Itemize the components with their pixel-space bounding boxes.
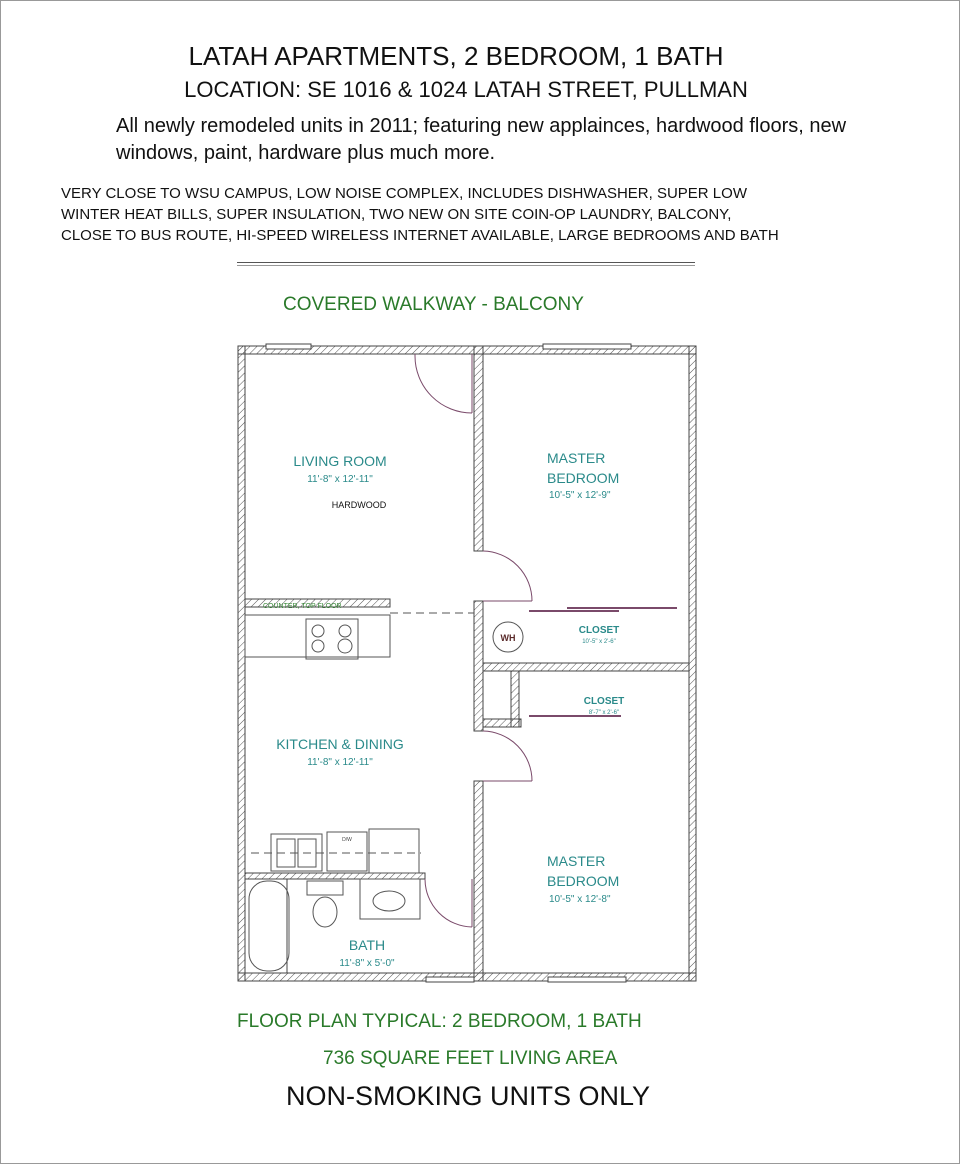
location: LOCATION: SE 1016 & 1024 LATAH STREET, PULLMAN [184,77,748,102]
bath-size: 11'-8" x 5'-0" [339,958,395,969]
page-title: LATAH APARTMENTS, 2 BEDROOM, 1 BATH [188,41,724,71]
floor-plan-typical: FLOOR PLAN TYPICAL: 2 BEDROOM, 1 BATH [237,1011,642,1032]
master-bedroom-2-size: 10'-5" x 12'-8" [549,894,611,905]
master-bedroom-1-label: BEDROOM [547,470,620,486]
master-bedroom-1-label: MASTER [547,450,606,466]
kitchen-size: 11'-8" x 12'-11" [307,757,373,768]
floor-type-label: HARDWOOD [331,500,387,510]
living-room-label: LIVING ROOM [293,453,387,469]
features-line: VERY CLOSE TO WSU CAMPUS, LOW NOISE COMPLEX, INCLUDES DISHWASHER, SUPER LOW [61,185,747,202]
living-room-size: 11'-8" x 12'-11" [307,474,373,485]
master-bedroom-1-size: 10'-5" x 12'-9" [549,490,611,501]
kitchen-label: KITCHEN & DINING [276,736,404,752]
walkway-label: COVERED WALKWAY - BALCONY [283,294,584,315]
dishwasher-label: D/W [342,837,352,843]
features-line: WINTER HEAT BILLS, SUPER INSULATION, TWO NEW ON SITE COIN-OP LAUNDRY, BALCONY, [61,206,732,223]
counter-label: COUNTER, TOP FLOOR [263,603,342,610]
closet-1-label: CLOSET [578,625,620,636]
master-bedroom-2-label: MASTER [547,853,606,869]
floor-plan [1,1,959,1163]
features-line: CLOSE TO BUS ROUTE, HI-SPEED WIRELESS INTERNET AVAILABLE, LARGE BEDROOMS AND BATH [61,227,779,244]
description: All newly remodeled units in 2011; featuring new applainces, hardwood floors, new windows, paint, hardware plus much more. [116,115,847,164]
non-smoking-notice: NON-SMOKING UNITS ONLY [286,1081,651,1111]
square-feet: 736 SQUARE FEET LIVING AREA [323,1048,618,1069]
bath-label: BATH [348,937,386,953]
closet-1-size: 10'-5" x 2'-6" [582,639,616,645]
closet-2-size: 8'-7" x 2'-6" [588,710,620,716]
water-heater-label: WH [500,633,516,643]
master-bedroom-2-label: BEDROOM [547,873,620,889]
closet-2-label: CLOSET [583,696,625,707]
doors [415,354,677,927]
